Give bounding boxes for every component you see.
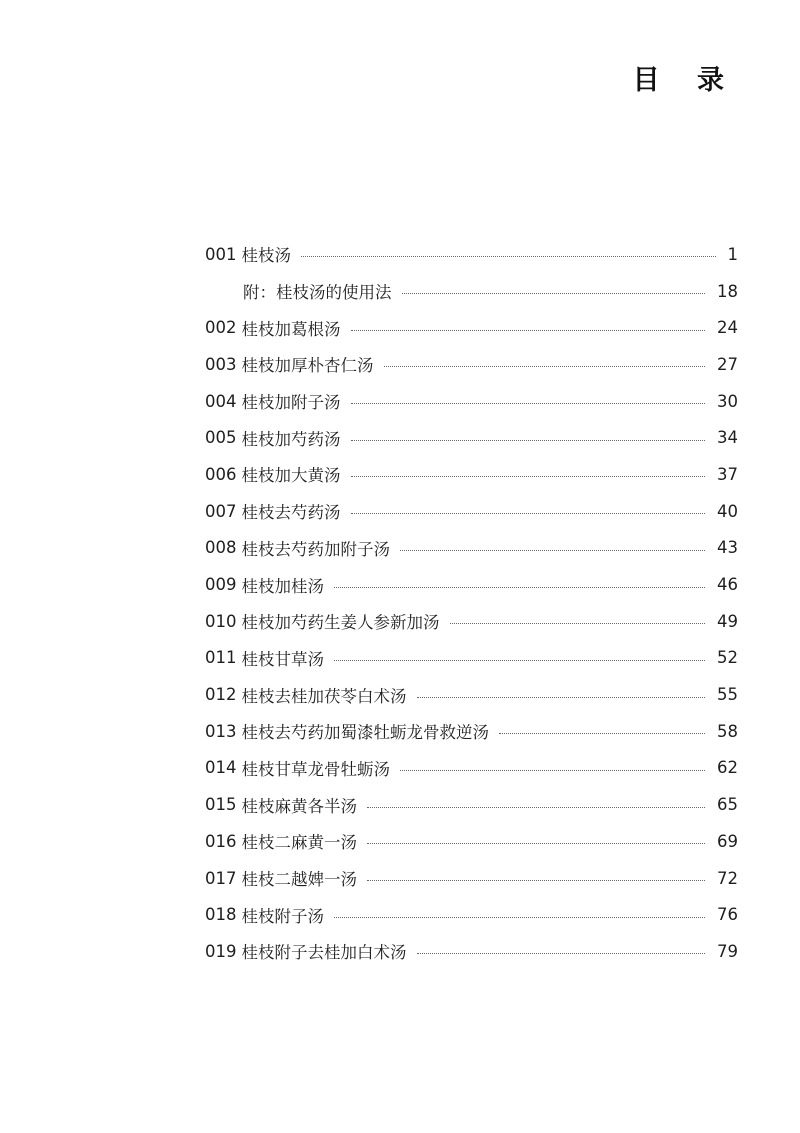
entry-number: 002 — [205, 318, 237, 338]
dotted-leader — [351, 403, 706, 404]
entry-page-number: 43 — [717, 538, 738, 558]
entry-title: 桂枝加芍药汤 — [241, 429, 341, 449]
entry-page-number: 79 — [717, 941, 738, 961]
entry-number: 010 — [205, 611, 237, 631]
entry-title: 桂枝去芍药加蜀漆牡蛎龙骨救逆汤 — [241, 723, 489, 743]
toc-entry[interactable] — [205, 603, 738, 640]
toc-entry[interactable] — [205, 713, 738, 750]
dotted-leader — [384, 366, 706, 367]
entry-page-number: 65 — [717, 795, 738, 815]
entry-page-number: 69 — [717, 831, 738, 851]
dotted-leader — [351, 440, 706, 441]
entry-number: 018 — [205, 905, 237, 925]
entry-page-number: 27 — [717, 354, 738, 374]
entry-number: 009 — [205, 575, 237, 595]
dotted-leader — [334, 587, 705, 588]
entry-title: 桂枝汤 — [241, 246, 291, 266]
toc-entry[interactable] — [205, 676, 738, 713]
entry-page-number: 76 — [717, 905, 738, 925]
entry-title: 附：桂枝汤的使用法 — [243, 283, 392, 303]
entry-title: 桂枝二越婢一汤 — [241, 870, 357, 890]
page-title: 目 录 — [632, 65, 738, 96]
toc-entry[interactable] — [205, 823, 738, 860]
entry-number: 015 — [205, 795, 237, 815]
entry-page-number: 30 — [717, 391, 738, 411]
entry-page-number: 18 — [717, 281, 738, 301]
entry-number: 016 — [205, 831, 237, 851]
entry-page-number: 58 — [717, 721, 738, 741]
entry-number: 012 — [205, 685, 237, 705]
dotted-leader — [499, 733, 705, 734]
entry-page-number: 1 — [727, 244, 738, 264]
entry-page-number: 72 — [717, 868, 738, 888]
toc-entry[interactable] — [205, 786, 738, 823]
entry-page-number: 37 — [717, 464, 738, 484]
dotted-leader — [334, 660, 705, 661]
toc-entry[interactable] — [205, 456, 738, 493]
table-of-contents — [205, 236, 738, 970]
dotted-leader — [351, 330, 706, 331]
entry-page-number: 52 — [717, 648, 738, 668]
toc-entry[interactable] — [205, 750, 738, 787]
entry-number: 005 — [205, 428, 237, 448]
entry-number: 006 — [205, 464, 237, 484]
toc-entry[interactable] — [205, 860, 738, 897]
entry-title: 桂枝加桂汤 — [241, 576, 324, 596]
dotted-leader — [402, 293, 706, 294]
entry-number: 007 — [205, 501, 237, 521]
entry-number: 004 — [205, 391, 237, 411]
toc-entry[interactable] — [205, 383, 738, 420]
toc-entry[interactable] — [205, 640, 738, 677]
entry-title: 桂枝加厚朴杏仁汤 — [241, 356, 374, 376]
entry-title: 桂枝附子汤 — [241, 906, 324, 926]
entry-page-number: 55 — [717, 685, 738, 705]
entry-title: 桂枝去芍药汤 — [241, 503, 341, 523]
toc-entry[interactable] — [205, 236, 738, 273]
dotted-leader — [417, 697, 706, 698]
entry-number: 008 — [205, 538, 237, 558]
dotted-leader — [334, 917, 705, 918]
entry-page-number: 49 — [717, 611, 738, 631]
entry-title: 桂枝二麻黄一汤 — [241, 833, 357, 853]
entry-title: 桂枝加大黄汤 — [241, 466, 341, 486]
entry-number: 019 — [205, 941, 237, 961]
entry-page-number: 46 — [717, 575, 738, 595]
entry-number: 001 — [205, 244, 237, 264]
toc-entry[interactable] — [205, 896, 738, 933]
dotted-leader — [367, 843, 705, 844]
entry-title: 桂枝去桂加茯苓白术汤 — [241, 686, 407, 706]
dotted-leader — [417, 953, 706, 954]
entry-title: 桂枝加葛根汤 — [241, 319, 341, 339]
dotted-leader — [351, 476, 706, 477]
entry-title: 桂枝甘草龙骨牡蛎汤 — [241, 759, 390, 779]
entry-title: 桂枝甘草汤 — [241, 649, 324, 669]
toc-entry[interactable] — [205, 530, 738, 567]
toc-entry[interactable] — [205, 309, 738, 346]
entry-number: 014 — [205, 758, 237, 778]
dotted-leader — [301, 256, 716, 257]
dotted-leader — [367, 880, 705, 881]
toc-entry[interactable] — [205, 493, 738, 530]
toc-entry[interactable] — [205, 933, 738, 970]
entry-number: 011 — [205, 648, 237, 668]
entry-title: 桂枝附子去桂加白术汤 — [241, 943, 407, 963]
entry-page-number: 34 — [717, 428, 738, 448]
toc-entry[interactable] — [205, 346, 738, 383]
entry-title: 桂枝麻黄各半汤 — [241, 796, 357, 816]
entry-page-number: 24 — [717, 318, 738, 338]
entry-number: 013 — [205, 721, 237, 741]
entry-title: 桂枝加附子汤 — [241, 393, 341, 413]
toc-entry[interactable] — [205, 419, 738, 456]
entry-page-number: 40 — [717, 501, 738, 521]
entry-number: 003 — [205, 354, 237, 374]
toc-entry[interactable] — [205, 566, 738, 603]
entry-title: 桂枝去芍药加附子汤 — [241, 539, 390, 559]
toc-subentry[interactable] — [205, 273, 738, 310]
entry-title: 桂枝加芍药生姜人参新加汤 — [241, 613, 440, 633]
entry-page-number: 62 — [717, 758, 738, 778]
dotted-leader — [400, 770, 705, 771]
dotted-leader — [450, 623, 706, 624]
dotted-leader — [367, 807, 705, 808]
entry-number: 017 — [205, 868, 237, 888]
dotted-leader — [400, 550, 705, 551]
dotted-leader — [351, 513, 706, 514]
